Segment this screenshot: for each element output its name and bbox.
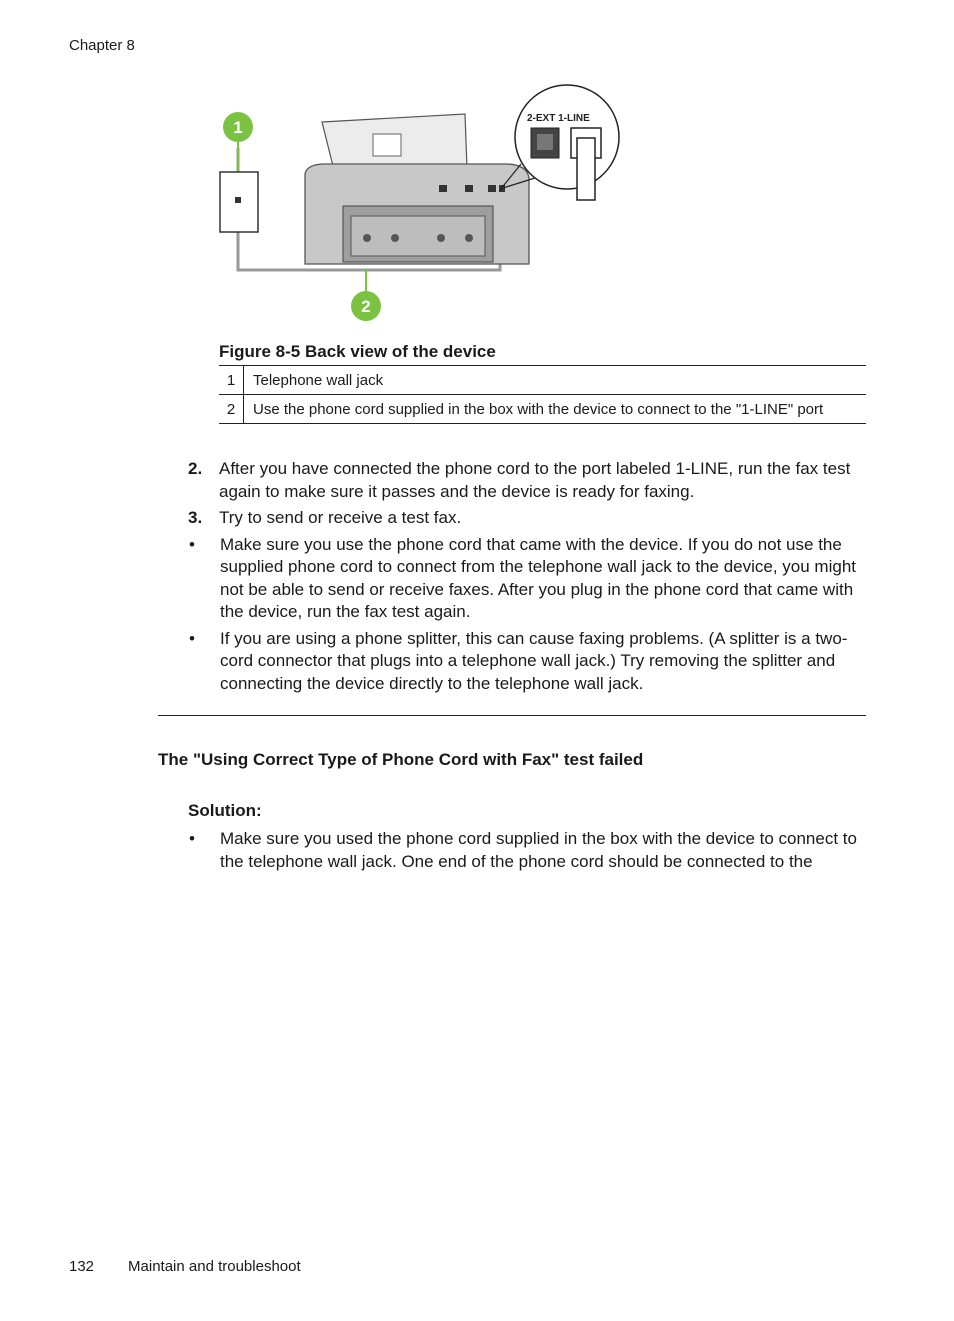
figure-legend-table xyxy=(219,365,866,424)
page-footer xyxy=(69,1258,301,1275)
solution-list xyxy=(188,828,868,877)
bullet: • xyxy=(189,534,195,554)
step-number: 3. xyxy=(188,508,203,527)
list-item xyxy=(188,534,868,624)
list-item xyxy=(188,458,868,503)
device-illustration xyxy=(205,78,645,328)
legend-number: 2 xyxy=(219,395,244,424)
list-item xyxy=(188,507,868,530)
bullet-text: Make sure you use the phone cord that came with the device. If you do not use the supplied phone cord to connect from the telephone wall jack to the device, you might not be able to send or receive faxes. After you plug in the phone cord that came with the device, run the fax test again. xyxy=(220,534,856,621)
step-text: After you have connected the phone cord to the port labeled 1-LINE, run the fax test again to make sure it passes and the device is ready for faxing. xyxy=(219,459,851,501)
legend-text: Telephone wall jack xyxy=(253,371,384,389)
footer-title: Maintain and troubleshoot xyxy=(128,1258,301,1275)
bullet: • xyxy=(189,628,195,648)
callout-1-icon xyxy=(223,112,253,142)
svg-text:1: 1 xyxy=(233,118,243,137)
figure-caption: Figure 8-5 Back view of the device xyxy=(219,342,496,361)
device-back-view-figure xyxy=(205,78,645,328)
port-labels: 2-EXT 1-LINE xyxy=(527,113,590,124)
bullet-text: Make sure you used the phone cord supplied in the box with the device to connect to the telephone wall jack. One end of the phone cord should be connected to the xyxy=(220,829,857,871)
svg-text:2: 2 xyxy=(361,297,371,316)
section-divider xyxy=(158,715,866,716)
phone-cord-plug-icon xyxy=(577,138,595,200)
legend-number: 1 xyxy=(219,366,244,395)
legend-text: Use the phone cord supplied in the box with the device to connect to the "1-LINE" port xyxy=(253,400,824,418)
list-item xyxy=(188,828,868,873)
table-row xyxy=(219,366,866,395)
list-item xyxy=(188,628,868,696)
section-heading: The "Using Correct Type of Phone Cord with Fax" test failed xyxy=(158,750,644,769)
procedure-steps xyxy=(188,458,868,699)
chapter-header: Chapter 8 xyxy=(69,37,135,54)
step-number: 2. xyxy=(188,459,203,478)
bullet: • xyxy=(189,829,195,848)
page-number: 132 xyxy=(69,1258,95,1275)
step-text: Try to send or receive a test fax. xyxy=(219,508,462,527)
device-icon xyxy=(305,114,529,264)
bullet-text: If you are using a phone splitter, this can cause faxing problems. (A splitter is a two-cord connector that plugs into a telephone wall jack.) Try removing the splitter and connecting the device directly to the telephone wall jack. xyxy=(220,628,848,693)
solution-label: Solution: xyxy=(188,801,262,820)
table-row xyxy=(219,395,866,424)
callout-2-icon xyxy=(351,291,381,321)
